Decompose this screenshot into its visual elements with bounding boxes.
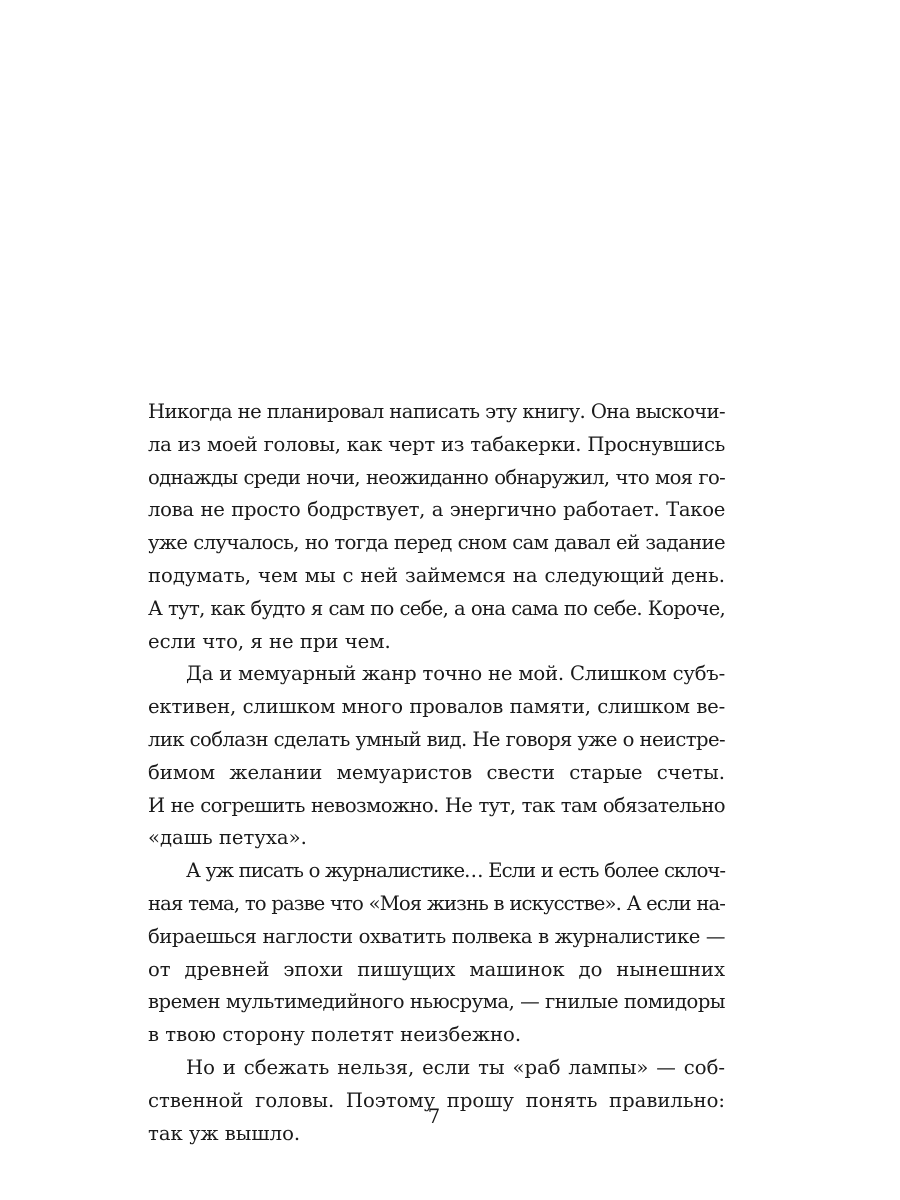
paragraph-3 — [148, 855, 725, 1052]
paragraph-1 — [148, 396, 725, 658]
text-line: лик соблазн сделать умный вид. Не говоря уже о неистре- — [148, 727, 725, 751]
body-text — [148, 396, 725, 1150]
text-line: лова не просто бодрствует, а энергично работает. Такое — [148, 498, 725, 522]
text-line: подумать, чем мы с ней займемся на следующий день. — [148, 563, 725, 587]
text-line: ла из моей головы, как черт из табакерки. Проснувшись — [148, 432, 725, 456]
text-line: уже случалось, но тогда перед сном сам давал ей задание — [148, 531, 725, 555]
text-line: времен мультимедийного ньюсрума, — гнилые помидоры — [148, 990, 725, 1014]
text-line: Да и мемуарный жанр точно не мой. Слишком субъ- — [186, 662, 725, 686]
paragraph-2 — [148, 658, 725, 855]
text-line: однажды среди ночи, неожиданно обнаружил, что моя го- — [148, 465, 725, 489]
paragraph-4 — [148, 1052, 725, 1150]
text-line: в твою сторону полетят неизбежно. — [148, 1023, 522, 1047]
text-line: Никогда не планировал написать эту книгу. Она выскочи- — [148, 400, 725, 423]
text-line: Но и сбежать нельзя, если ты «раб лампы» — соб- — [186, 1055, 725, 1079]
text-line: если что, я не при чем. — [148, 629, 391, 653]
text-line: А тут, как будто я сам по себе, а она сама по себе. Короче, — [148, 596, 725, 620]
text-line: «дашь петуха». — [148, 826, 307, 850]
text-line: от древней эпохи пишущих машинок до нынешних — [148, 957, 725, 981]
text-line: И не согрешить невозможно. Не тут, так там обязательно — [148, 793, 725, 817]
text-line: бираешься наглости охватить полвека в журналистике — — [148, 924, 725, 948]
text-line: так уж вышло. — [148, 1121, 301, 1145]
text-line: бимом желании мемуаристов свести старые счеты. — [148, 760, 725, 784]
text-line: ективен, слишком много провалов памяти, слишком ве- — [148, 695, 725, 719]
text-line: А уж писать о журналистике… Если и есть более склоч- — [186, 859, 725, 883]
text-line: ственной головы. Поэтому прошу понять правильно: — [148, 1088, 725, 1112]
page-number: 7 — [427, 1105, 441, 1128]
text-line: ная тема, то разве что «Моя жизнь в искусстве». А если на- — [148, 891, 725, 915]
